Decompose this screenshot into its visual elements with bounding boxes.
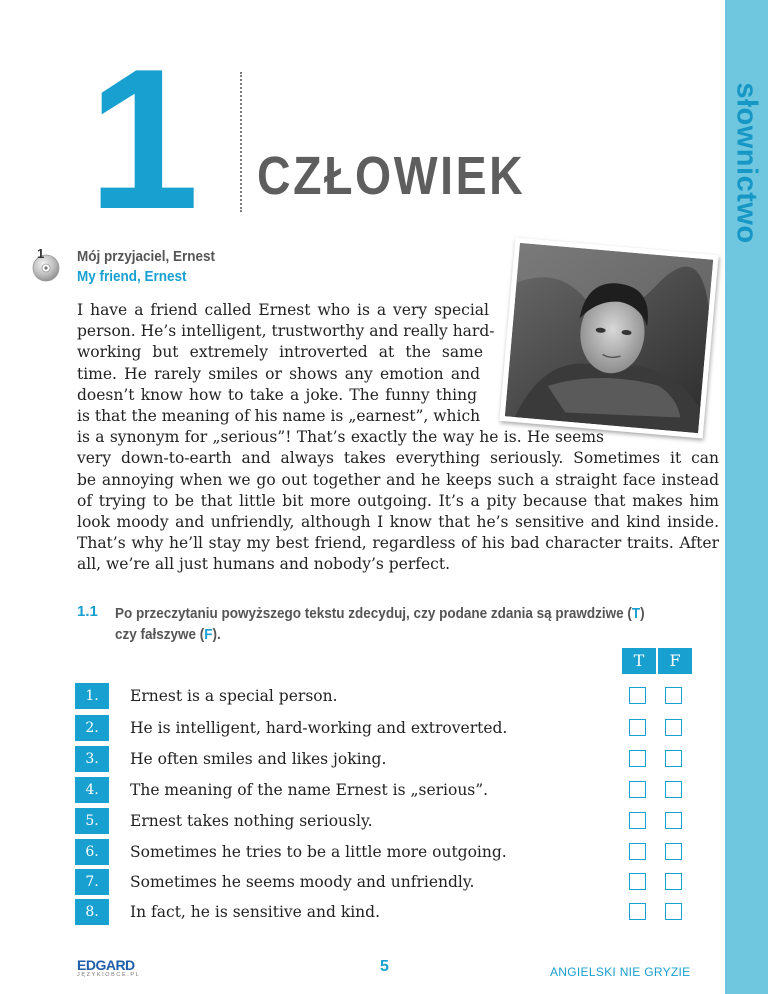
statement-number: 8. [75, 899, 109, 925]
exercise-number: 1.1 [77, 603, 98, 620]
statement-text: Ernest takes nothing seriously. [130, 812, 373, 830]
statement-number: 4. [75, 777, 109, 803]
statement-text: He often smiles and likes joking. [130, 750, 387, 768]
instruction-part: Po przeczytaniu powyższego tekstu zdecyduj, czy podane zdania są prawdziwe ( [115, 605, 632, 622]
false-checkbox[interactable] [665, 812, 682, 829]
statement-row [75, 746, 675, 772]
reading-line: be annoying when we go out together and he keeps such a straight face instead [77, 470, 719, 489]
instruction-part: ) [640, 605, 645, 622]
reading-line: doesn’t know how to take a joke. The funny thing [77, 385, 477, 404]
false-checkbox[interactable] [665, 903, 682, 920]
reading-line: very down-to-earth and always takes everything seriously. Sometimes it can [77, 449, 719, 468]
logo-name: EDGARD [77, 957, 135, 973]
reading-line: is that the meaning of his name is „earnest”, which [77, 407, 481, 426]
statement-text: In fact, he is sensitive and kind. [130, 903, 381, 921]
statement-number: 1. [75, 683, 109, 709]
statement-row [75, 683, 675, 709]
statement-number: 3. [75, 746, 109, 772]
track-number: 1 [37, 246, 45, 261]
false-checkbox[interactable] [665, 781, 682, 798]
reading-line: all, we’re all just humans and nobody’s perfect. [77, 555, 451, 574]
statement-text: The meaning of the name Ernest is „serious”. [130, 781, 489, 799]
instruction-true-mark: T [631, 605, 641, 622]
statement-number: 7. [75, 869, 109, 895]
statement-row [75, 839, 675, 865]
reading-line: That’s why he’ll stay my best friend, regardless of his bad character traits. After [77, 534, 719, 553]
reading-line: look moody and unfriendly, although I know that he’s sensitive and kind inside. [77, 513, 719, 532]
reading-line: I have a friend called Ernest who is a very special [77, 301, 489, 319]
series-name: ANGIELSKI NIE GRYZIE [550, 965, 691, 979]
reading-line: of trying to be that little bit more outgoing. It’s a pity because that makes him [77, 491, 719, 510]
instruction-false-mark: F [204, 626, 213, 643]
false-checkbox[interactable] [665, 873, 682, 890]
reading-line: is a synonym for „serious”! That’s exactly the way he is. He seems [77, 428, 604, 447]
true-checkbox[interactable] [629, 812, 646, 829]
false-checkbox[interactable] [665, 843, 682, 860]
false-checkbox[interactable] [665, 687, 682, 704]
statement-text: Sometimes he tries to be a little more outgoing. [130, 843, 507, 861]
true-checkbox[interactable] [629, 781, 646, 798]
false-checkbox[interactable] [665, 750, 682, 767]
chapter-title: CZŁOWIEK [257, 146, 526, 206]
statement-number: 2. [75, 715, 109, 741]
instruction-part: ). [212, 626, 221, 643]
statement-row [75, 715, 675, 741]
statement-row [75, 808, 675, 834]
page-number: 5 [380, 958, 389, 975]
chapter-divider [240, 72, 242, 212]
true-checkbox[interactable] [629, 843, 646, 860]
statement-text: He is intelligent, hard-working and extroverted. [130, 719, 508, 737]
column-header-true: T [622, 648, 656, 674]
statement-number: 6. [75, 839, 109, 865]
true-checkbox[interactable] [629, 687, 646, 704]
statement-row [75, 777, 675, 803]
exercise-instruction [115, 603, 673, 645]
side-tab-label: słownictwo [730, 82, 763, 244]
reading-line: working but extremely introverted at the same [77, 343, 483, 362]
column-header-false: F [658, 648, 692, 674]
reading-line: person. He’s intelligent, trustworthy and really hard- [77, 322, 495, 341]
chapter-number: 1 [88, 28, 192, 251]
section-title-en: My friend, Ernest [77, 268, 187, 285]
false-checkbox[interactable] [665, 719, 682, 736]
publisher-logo [77, 957, 141, 979]
statement-number: 5. [75, 808, 109, 834]
true-checkbox[interactable] [629, 903, 646, 920]
reading-line: time. He rarely smiles or shows any emotion and [77, 364, 480, 383]
logo-subtitle: JĘZYKIOBCE.PL [77, 972, 141, 978]
reading-text [77, 300, 721, 576]
statement-row [75, 869, 675, 895]
statement-text: Sometimes he seems moody and unfriendly. [130, 873, 475, 891]
statement-text: Ernest is a special person. [130, 687, 338, 705]
section-title-pl: Mój przyjaciel, Ernest [77, 248, 216, 265]
true-checkbox[interactable] [629, 873, 646, 890]
true-checkbox[interactable] [629, 750, 646, 767]
instruction-part: czy fałszywe ( [115, 626, 205, 643]
true-checkbox[interactable] [629, 719, 646, 736]
statement-row [75, 899, 675, 925]
